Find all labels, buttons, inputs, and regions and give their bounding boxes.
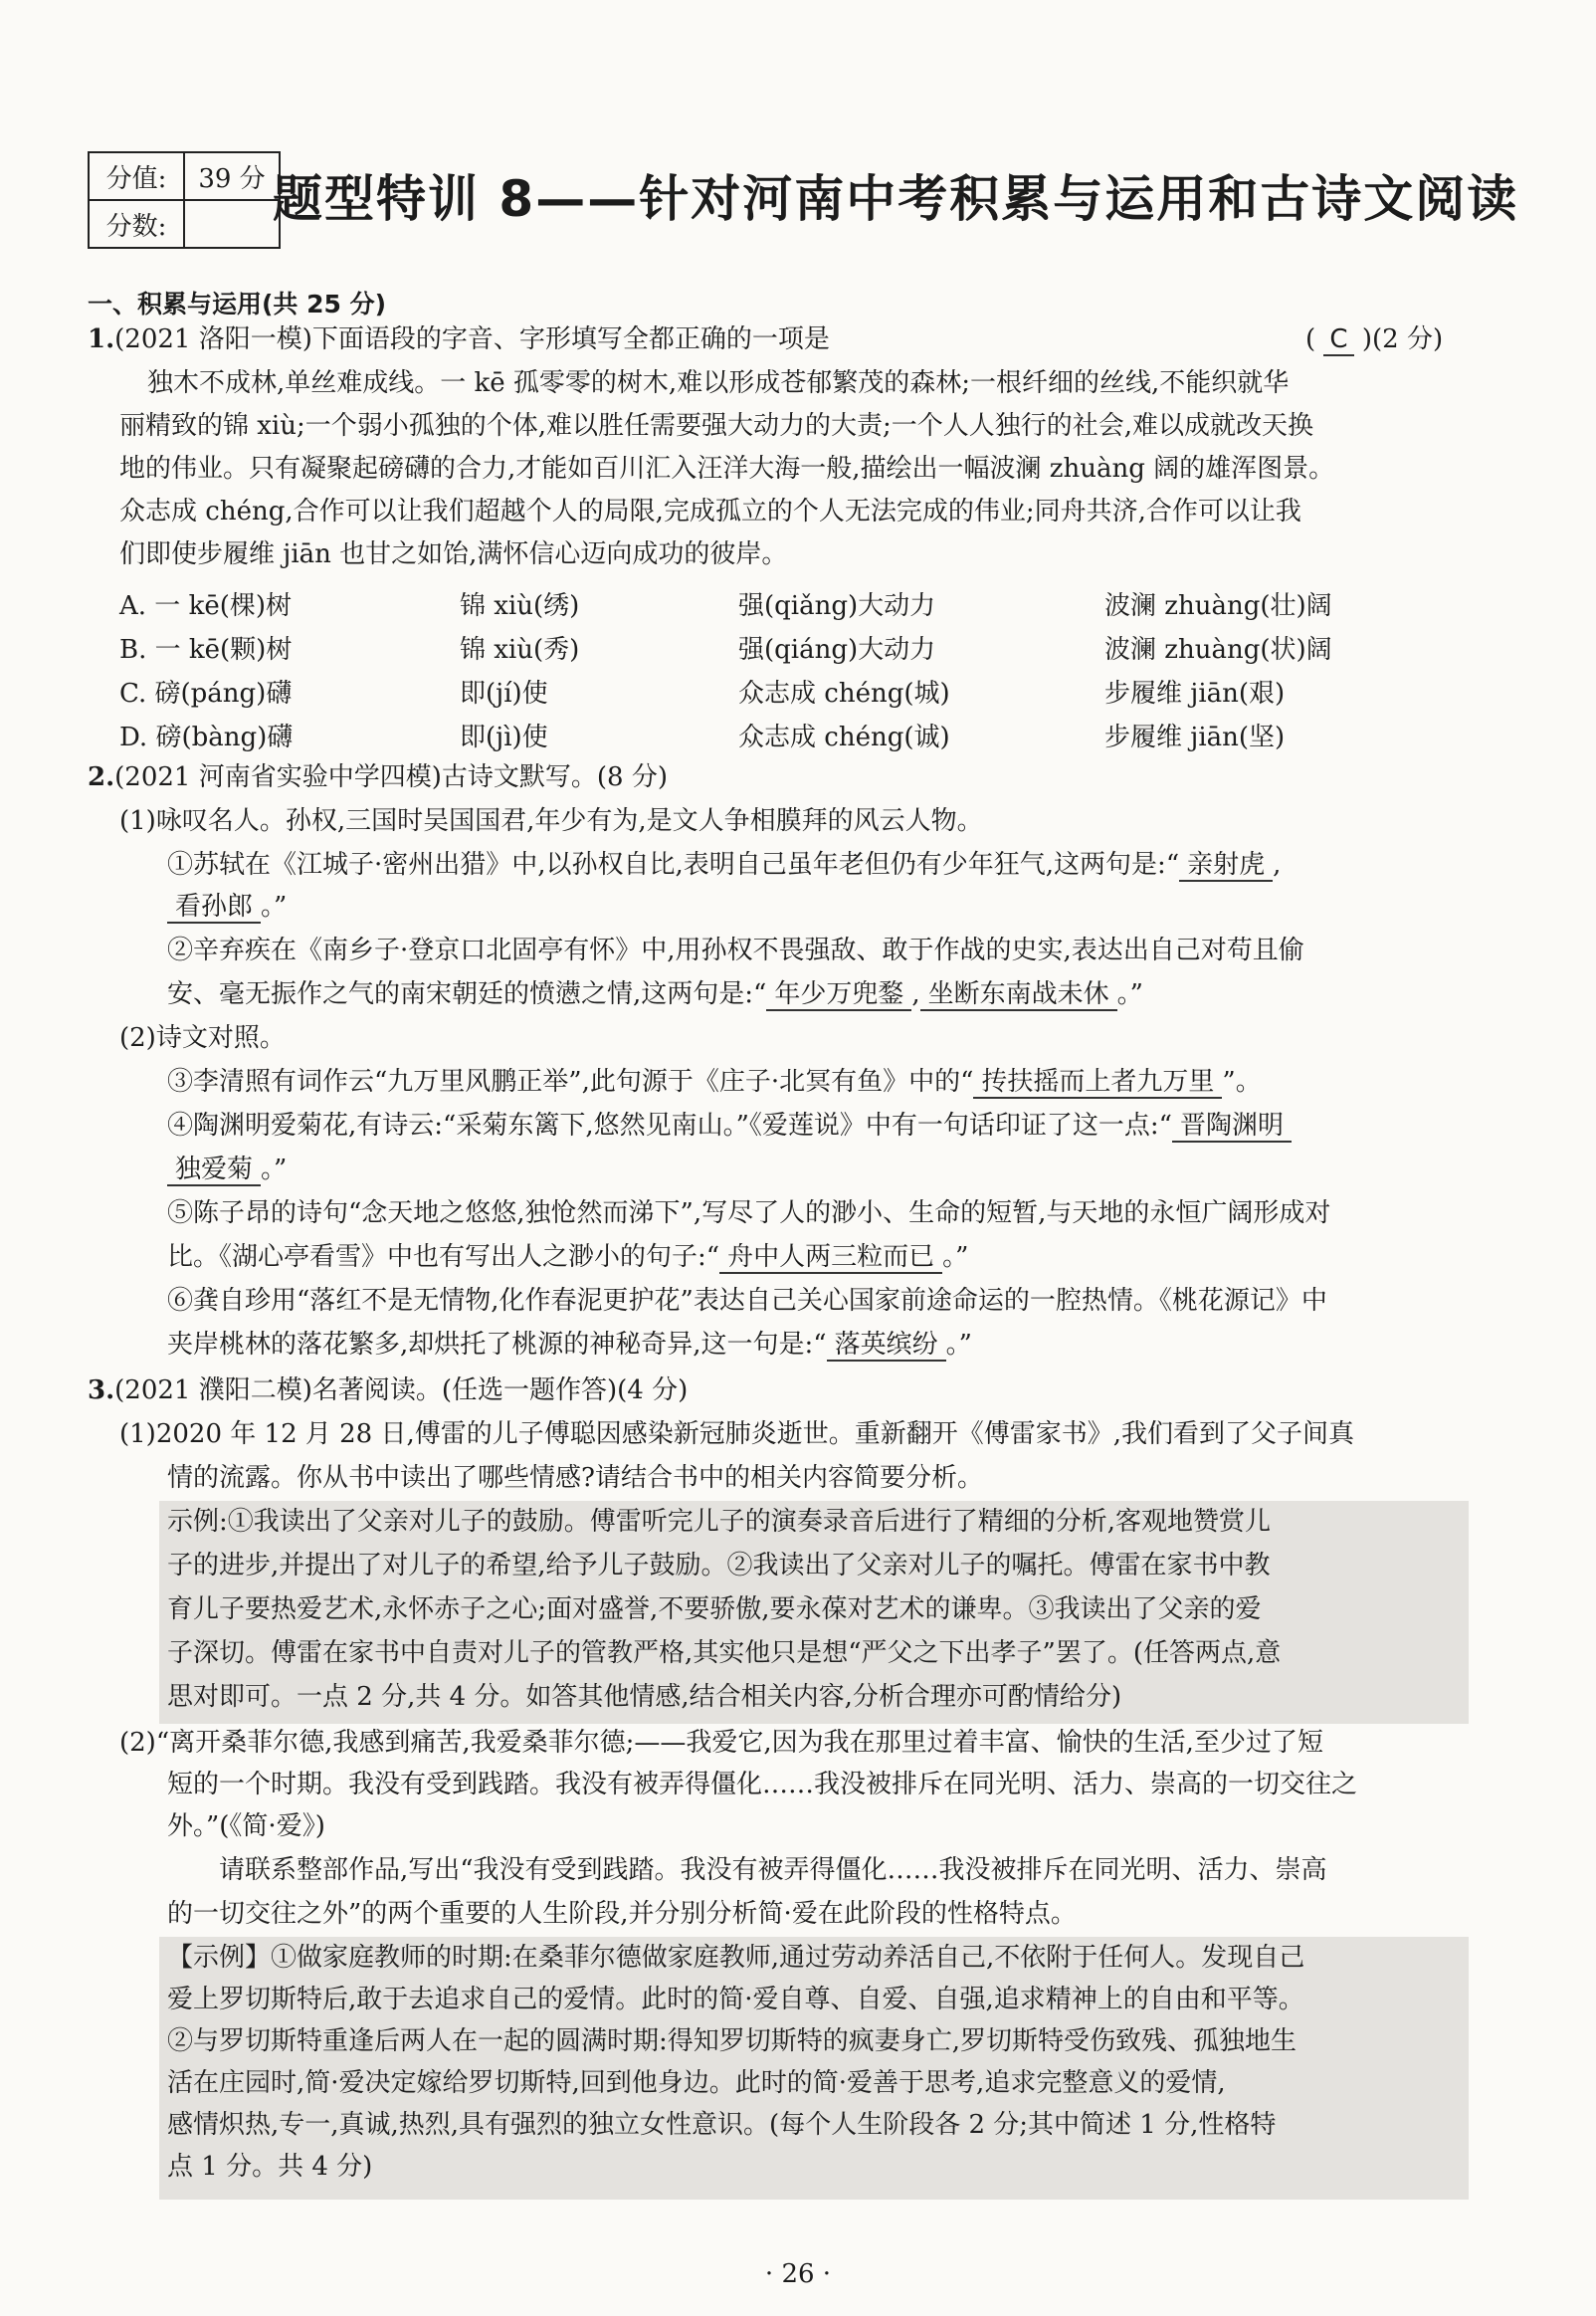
q1-option-b-3: 强(qiáng)大动力 bbox=[738, 635, 936, 665]
q1-passage-line: 们即使步履维 jiān 也甘之如饴,满怀信心迈向成功的彼岸。 bbox=[119, 539, 788, 569]
q2-item3-answer: 抟扶摇而上者九万里 bbox=[973, 1067, 1222, 1099]
q3-part2-question: 请联系整部作品,写出“我没有受到践踏。我没有被弄得僵化……我没被排斥在同光明、活力、崇高 bbox=[219, 1855, 1327, 1885]
q2-item1-end: 。” bbox=[261, 892, 288, 922]
q3-part1-line1: (1)2020 年 12 月 28 日,傅雷的儿子傅聪因感染新冠肺炎逝世。重新翻开《傅雷家书》,我们看到了父子间真 bbox=[119, 1419, 1355, 1449]
q3-answer2-line: 感情炽热,专一,真诚,热烈,具有强烈的独立女性意识。(每个人生阶段各 2 分;其中简述 1 分,性格特 bbox=[167, 2110, 1277, 2140]
q2-item1-sep: , bbox=[1273, 850, 1282, 880]
q3-answer1-line: 思对即可。一点 2 分,共 4 分。如答其他情感,结合相关内容,分析合理亦可酌情给分) bbox=[167, 1682, 1122, 1712]
q1-option-a-3: 强(qiǎng)大动力 bbox=[738, 591, 936, 621]
score-label: 分值: bbox=[89, 152, 184, 200]
q1-option-d-4: 步履维 jiān(坚) bbox=[1104, 723, 1286, 752]
q2-stem-text: (2021 河南省实验中学四模)古诗文默写。(8 分) bbox=[114, 762, 668, 792]
q2-item4-end: 。” bbox=[261, 1155, 288, 1184]
q2-stem bbox=[88, 762, 668, 793]
q2-item3-text: ③李清照有词作云“九万里风鹏正举”,此句源于《庄子·北冥有鱼》中的“ bbox=[167, 1067, 974, 1097]
q2-item5-end: 。” bbox=[942, 1242, 969, 1272]
q3-stem-text: (2021 濮阳二模)名著阅读。(任选一题作答)(4 分) bbox=[114, 1375, 689, 1405]
q2-part1: (1)咏叹名人。孙权,三国时吴国国君,年少有为,是文人争相膜拜的风云人物。 bbox=[119, 806, 983, 836]
q1-bracket-close: )(2 分) bbox=[1361, 324, 1444, 354]
section-heading: 一、积累与运用(共 25 分) bbox=[88, 290, 387, 318]
q2-number: 2. bbox=[88, 762, 115, 792]
q3-part1-line2: 情的流露。你从书中读出了哪些情感?请结合书中的相关内容简要分析。 bbox=[167, 1463, 983, 1493]
q1-option-c-1: C. 磅(páng)礴 bbox=[119, 679, 293, 709]
q2-item4-answer1: 晋陶渊明 bbox=[1172, 1111, 1292, 1143]
q3-answer2-line: 点 1 分。共 4 分) bbox=[167, 2152, 373, 2182]
q2-item1-answer1: 亲射虎 bbox=[1179, 850, 1273, 882]
q2-item2-text: 安、毫无振作之气的南宋朝廷的愤懑之情,这两句是:“ bbox=[167, 979, 767, 1009]
q2-item1-line2 bbox=[167, 892, 287, 923]
q3-answer1-line: 子的进步,并提出了对儿子的希望,给予儿子鼓励。②我读出了父亲对儿子的嘱托。傅雷在家书中教 bbox=[167, 1551, 1271, 1580]
q3-part2-line: 外。”(《简·爱》) bbox=[167, 1811, 325, 1841]
q1-option-b-1: B. 一 kē(颗)树 bbox=[119, 635, 293, 665]
q2-item5-text: 比。《湖心亭看雪》中也有写出人之渺小的句子:“ bbox=[167, 1242, 720, 1272]
q1-passage-line: 众志成 chéng,合作可以让我们超越个人的局限,完成孤立的个人无法完成的伟业;同舟共济,合作可以让我 bbox=[119, 497, 1301, 526]
q2-item6-text: 夹岸桃林的落花繁多,却烘托了桃源的神秘奇异,这一句是:“ bbox=[167, 1330, 827, 1360]
q2-item4-answer2: 独爱菊 bbox=[167, 1155, 261, 1186]
q3-answer2-line: 活在庄园时,简·爱决定嫁给罗切斯特,回到他身边。此时的简·爱善于思考,追求完整意义的爱情, bbox=[167, 2068, 1226, 2098]
q2-item2-answer2: 坐断东南战未休 bbox=[920, 979, 1117, 1011]
q3-number: 3. bbox=[88, 1375, 115, 1405]
q2-item6-end: 。” bbox=[945, 1330, 972, 1360]
q3-stem bbox=[88, 1375, 688, 1406]
q2-item1-answer2: 看孙郎 bbox=[167, 892, 261, 924]
q1-option-c-2: 即(jí)使 bbox=[460, 679, 548, 709]
q1-option-a-2: 锦 xiù(绣) bbox=[460, 591, 580, 621]
q3-part2-line: 短的一个时期。我没有受到践踏。我没有被弄得僵化……我没被排斥在同光明、活力、崇高的一切交往之 bbox=[167, 1770, 1358, 1799]
q2-item6-answer: 落英缤纷 bbox=[827, 1330, 946, 1362]
q2-item6-line2 bbox=[167, 1330, 972, 1361]
q2-item2-answer1: 年少万兜鍪 bbox=[766, 979, 911, 1011]
q1-option-c-3: 众志成 chéng(城) bbox=[738, 679, 950, 709]
page-number: · 26 · bbox=[764, 2259, 832, 2289]
q1-option-b-4: 波澜 zhuàng(状)阔 bbox=[1104, 635, 1332, 665]
score-value: 39 分 bbox=[184, 152, 280, 200]
q2-item2-line2 bbox=[167, 979, 1143, 1010]
q2-item2-sep: , bbox=[911, 979, 920, 1009]
q1-option-d-2: 即(jì)使 bbox=[460, 723, 548, 752]
q2-item4-line2 bbox=[167, 1155, 287, 1185]
q1-option-d-1: D. 磅(bàng)礴 bbox=[119, 723, 294, 752]
q2-item1-line1 bbox=[167, 850, 1281, 881]
q1-option-b-2: 锦 xiù(秀) bbox=[460, 635, 580, 665]
q3-answer1-line: 育儿子要热爱艺术,永怀赤子之心;面对盛誉,不要骄傲,要永葆对艺术的谦卑。③我读出了父亲的爱 bbox=[167, 1594, 1262, 1624]
q1-stem bbox=[88, 324, 830, 355]
q1-option-a-4: 波澜 zhuàng(壮)阔 bbox=[1104, 591, 1332, 621]
q3-part2-question: 的一切交往之外”的两个重要的人生阶段,并分别分析简·爱在此阶段的性格特点。 bbox=[167, 1899, 1077, 1929]
score-table bbox=[88, 151, 281, 249]
page-title: 题型特训 8——针对河南中考积累与运用和古诗文阅读 bbox=[273, 170, 1519, 228]
q1-option-d-3: 众志成 chéng(诚) bbox=[738, 723, 950, 752]
points-value bbox=[184, 200, 280, 248]
q1-number: 1. bbox=[88, 324, 115, 354]
q2-item5-answer: 舟中人两三粒而已 bbox=[719, 1242, 942, 1274]
q1-answer: C bbox=[1323, 324, 1353, 356]
q2-item2-line1: ②辛弃疾在《南乡子·登京口北固亭有怀》中,用孙权不畏强敌、敢于作战的史实,表达出自己对苟且偷 bbox=[167, 936, 1304, 965]
q1-stem-text: (2021 洛阳一模)下面语段的字音、字形填写全都正确的一项是 bbox=[114, 324, 830, 354]
q3-answer1-line: 子深切。傅雷在家书中自责对儿子的管教严格,其实他只是想“严父之下出孝子”罢了。(任答两点,意 bbox=[167, 1638, 1282, 1668]
q3-answer1-line: 示例:①我读出了父亲对儿子的鼓励。傅雷听完儿子的演奏录音后进行了精细的分析,客观地赞赏儿 bbox=[167, 1507, 1272, 1537]
q2-item1-text: ①苏轼在《江城子·密州出猎》中,以孙权自比,表明自己虽年老但仍有少年狂气,这两句是:“ bbox=[167, 850, 1180, 880]
q1-passage-line: 丽精致的锦 xiù;一个弱小孤独的个体,难以胜任需要强大动力的大责;一个人人独行的社会,难以成就改天换 bbox=[119, 411, 1314, 441]
q1-option-c-4: 步履维 jiān(艰) bbox=[1104, 679, 1286, 709]
q1-bracket-open: ( bbox=[1305, 324, 1316, 354]
q1-passage-line: 地的伟业。只有凝聚起磅礴的合力,才能如百川汇入汪洋大海一般,描绘出一幅波澜 zhuàng 阔的雄浑图景。 bbox=[119, 454, 1335, 484]
q3-answer2-line: ②与罗切斯特重逢后两人在一起的圆满时期:得知罗切斯特的疯妻身亡,罗切斯特受伤致残、孤独地生 bbox=[167, 2026, 1297, 2056]
q2-item4-line1 bbox=[167, 1111, 1292, 1142]
q1-option-a-1: A. 一 kē(棵)树 bbox=[119, 591, 292, 621]
q1-passage-line: 独木不成林,单丝难成线。一 kē 孤零零的树木,难以形成苍郁繁茂的森林;一根纤细的丝线,不能织就华 bbox=[147, 368, 1290, 398]
q1-answer-bracket bbox=[1305, 324, 1443, 355]
points-label: 分数: bbox=[89, 200, 184, 248]
q3-answer2-line: 爱上罗切斯特后,敢于去追求自己的爱情。此时的简·爱自尊、自爱、自强,追求精神上的自由和平等。 bbox=[167, 1985, 1304, 2014]
q3-part2-line: (2)“离开桑菲尔德,我感到痛苦,我爱桑菲尔德;——我爱它,因为我在那里过着丰富、愉快的生活,至少过了短 bbox=[119, 1728, 1323, 1758]
q2-item3-end: ”。 bbox=[1222, 1067, 1262, 1097]
q2-item4-text: ④陶渊明爱菊花,有诗云:“采菊东篱下,悠然见南山。”《爱莲说》中有一句话印证了这一点:“ bbox=[167, 1111, 1172, 1141]
q2-item6-line1: ⑥龚自珍用“落红不是无情物,化作春泥更护花”表达自己关心国家前途命运的一腔热情。《桃花源记》中 bbox=[167, 1286, 1327, 1316]
q2-item5-line1: ⑤陈子昂的诗句“念天地之悠悠,独怆然而涕下”,写尽了人的渺小、生命的短暂,与天地的永恒广阔形成对 bbox=[167, 1198, 1331, 1228]
q2-item5-line2 bbox=[167, 1242, 968, 1273]
q2-item2-end: 。” bbox=[1116, 979, 1143, 1009]
q2-item3 bbox=[167, 1067, 1262, 1098]
q2-part2: (2)诗文对照。 bbox=[119, 1023, 286, 1053]
q3-answer2-line: 【示例】①做家庭教师的时期:在桑菲尔德做家庭教师,通过劳动养活自己,不依附于任何人。发现自己 bbox=[167, 1943, 1305, 1973]
